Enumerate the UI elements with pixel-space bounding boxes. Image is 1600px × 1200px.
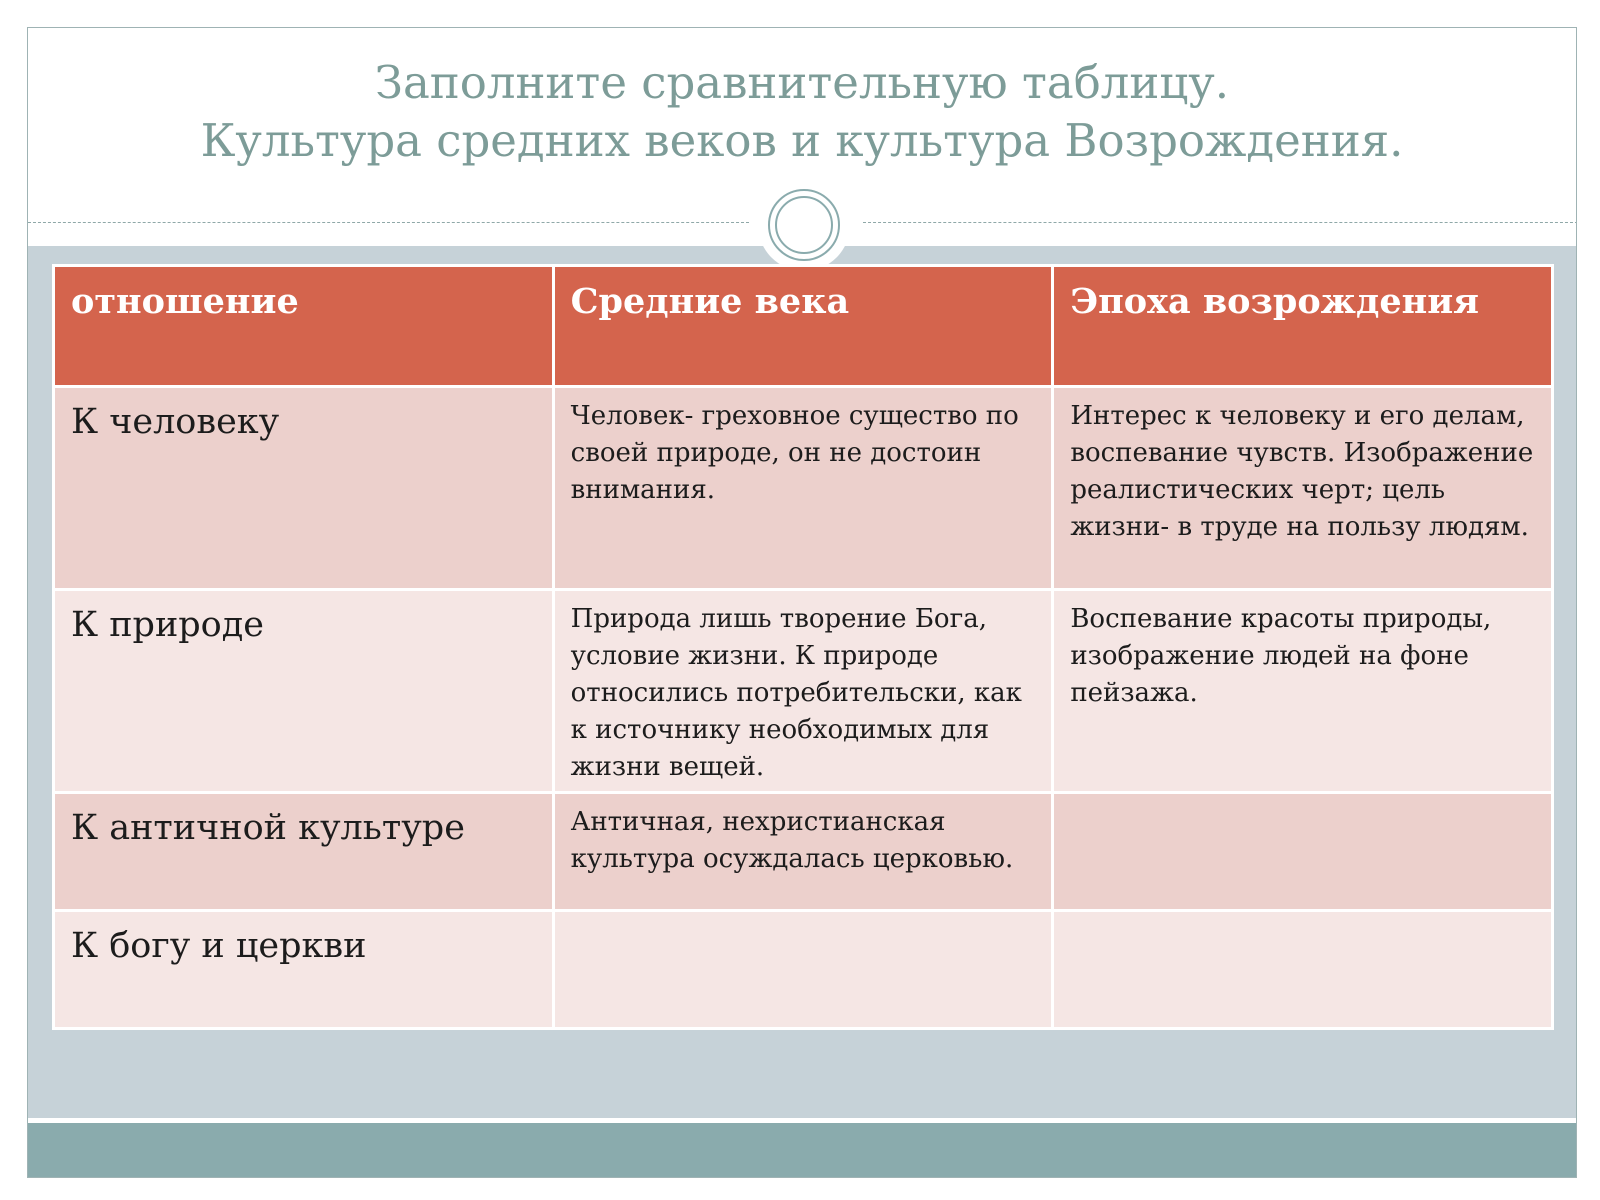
table-row <box>54 387 1553 590</box>
table-row <box>54 911 1553 1029</box>
table-header-row <box>54 266 1553 387</box>
row-aspect: К античной культуре <box>54 793 554 911</box>
cell-renaissance: Интерес к человеку и его делам, воспевание чувств. Изображение реалистических черт; цель жизни- в труде на пользу людям. <box>1053 387 1553 590</box>
table-row <box>54 793 1553 911</box>
divider-left <box>28 222 749 223</box>
footer-band <box>28 1123 1576 1178</box>
row-aspect: К богу и церкви <box>54 911 554 1029</box>
row-aspect: К природе <box>54 590 554 793</box>
cell-middle-ages: Человек- греховное существо по своей природе, он не достоин внимания. <box>553 387 1053 590</box>
cell-renaissance: Воспевание красоты природы, изображение людей на фоне пейзажа. <box>1053 590 1553 793</box>
slide-title <box>28 54 1576 170</box>
header-middle-ages: Средние века <box>553 266 1053 387</box>
cell-renaissance <box>1053 911 1553 1029</box>
cell-middle-ages: Природа лишь творение Бога, условие жизни. К природе относились потребительски, как к источнику необходимых для жизни вещей. <box>553 590 1053 793</box>
table-row <box>54 590 1553 793</box>
ornament-inner-ring-icon <box>775 196 833 254</box>
cell-renaissance <box>1053 793 1553 911</box>
header-aspect: отношение <box>54 266 554 387</box>
row-aspect: К человеку <box>54 387 554 590</box>
cell-middle-ages <box>553 911 1053 1029</box>
cell-middle-ages: Античная, нехристианская культура осуждалась церковью. <box>553 793 1053 911</box>
title-line-1: Заполните сравнительную таблицу. <box>374 56 1230 109</box>
comparison-table <box>52 264 1554 1030</box>
header-renaissance: Эпоха возрождения <box>1053 266 1553 387</box>
title-line-2: Культура средних веков и культура Возрождения. <box>200 114 1404 167</box>
slide-frame <box>27 27 1577 1178</box>
divider-right <box>863 222 1577 223</box>
